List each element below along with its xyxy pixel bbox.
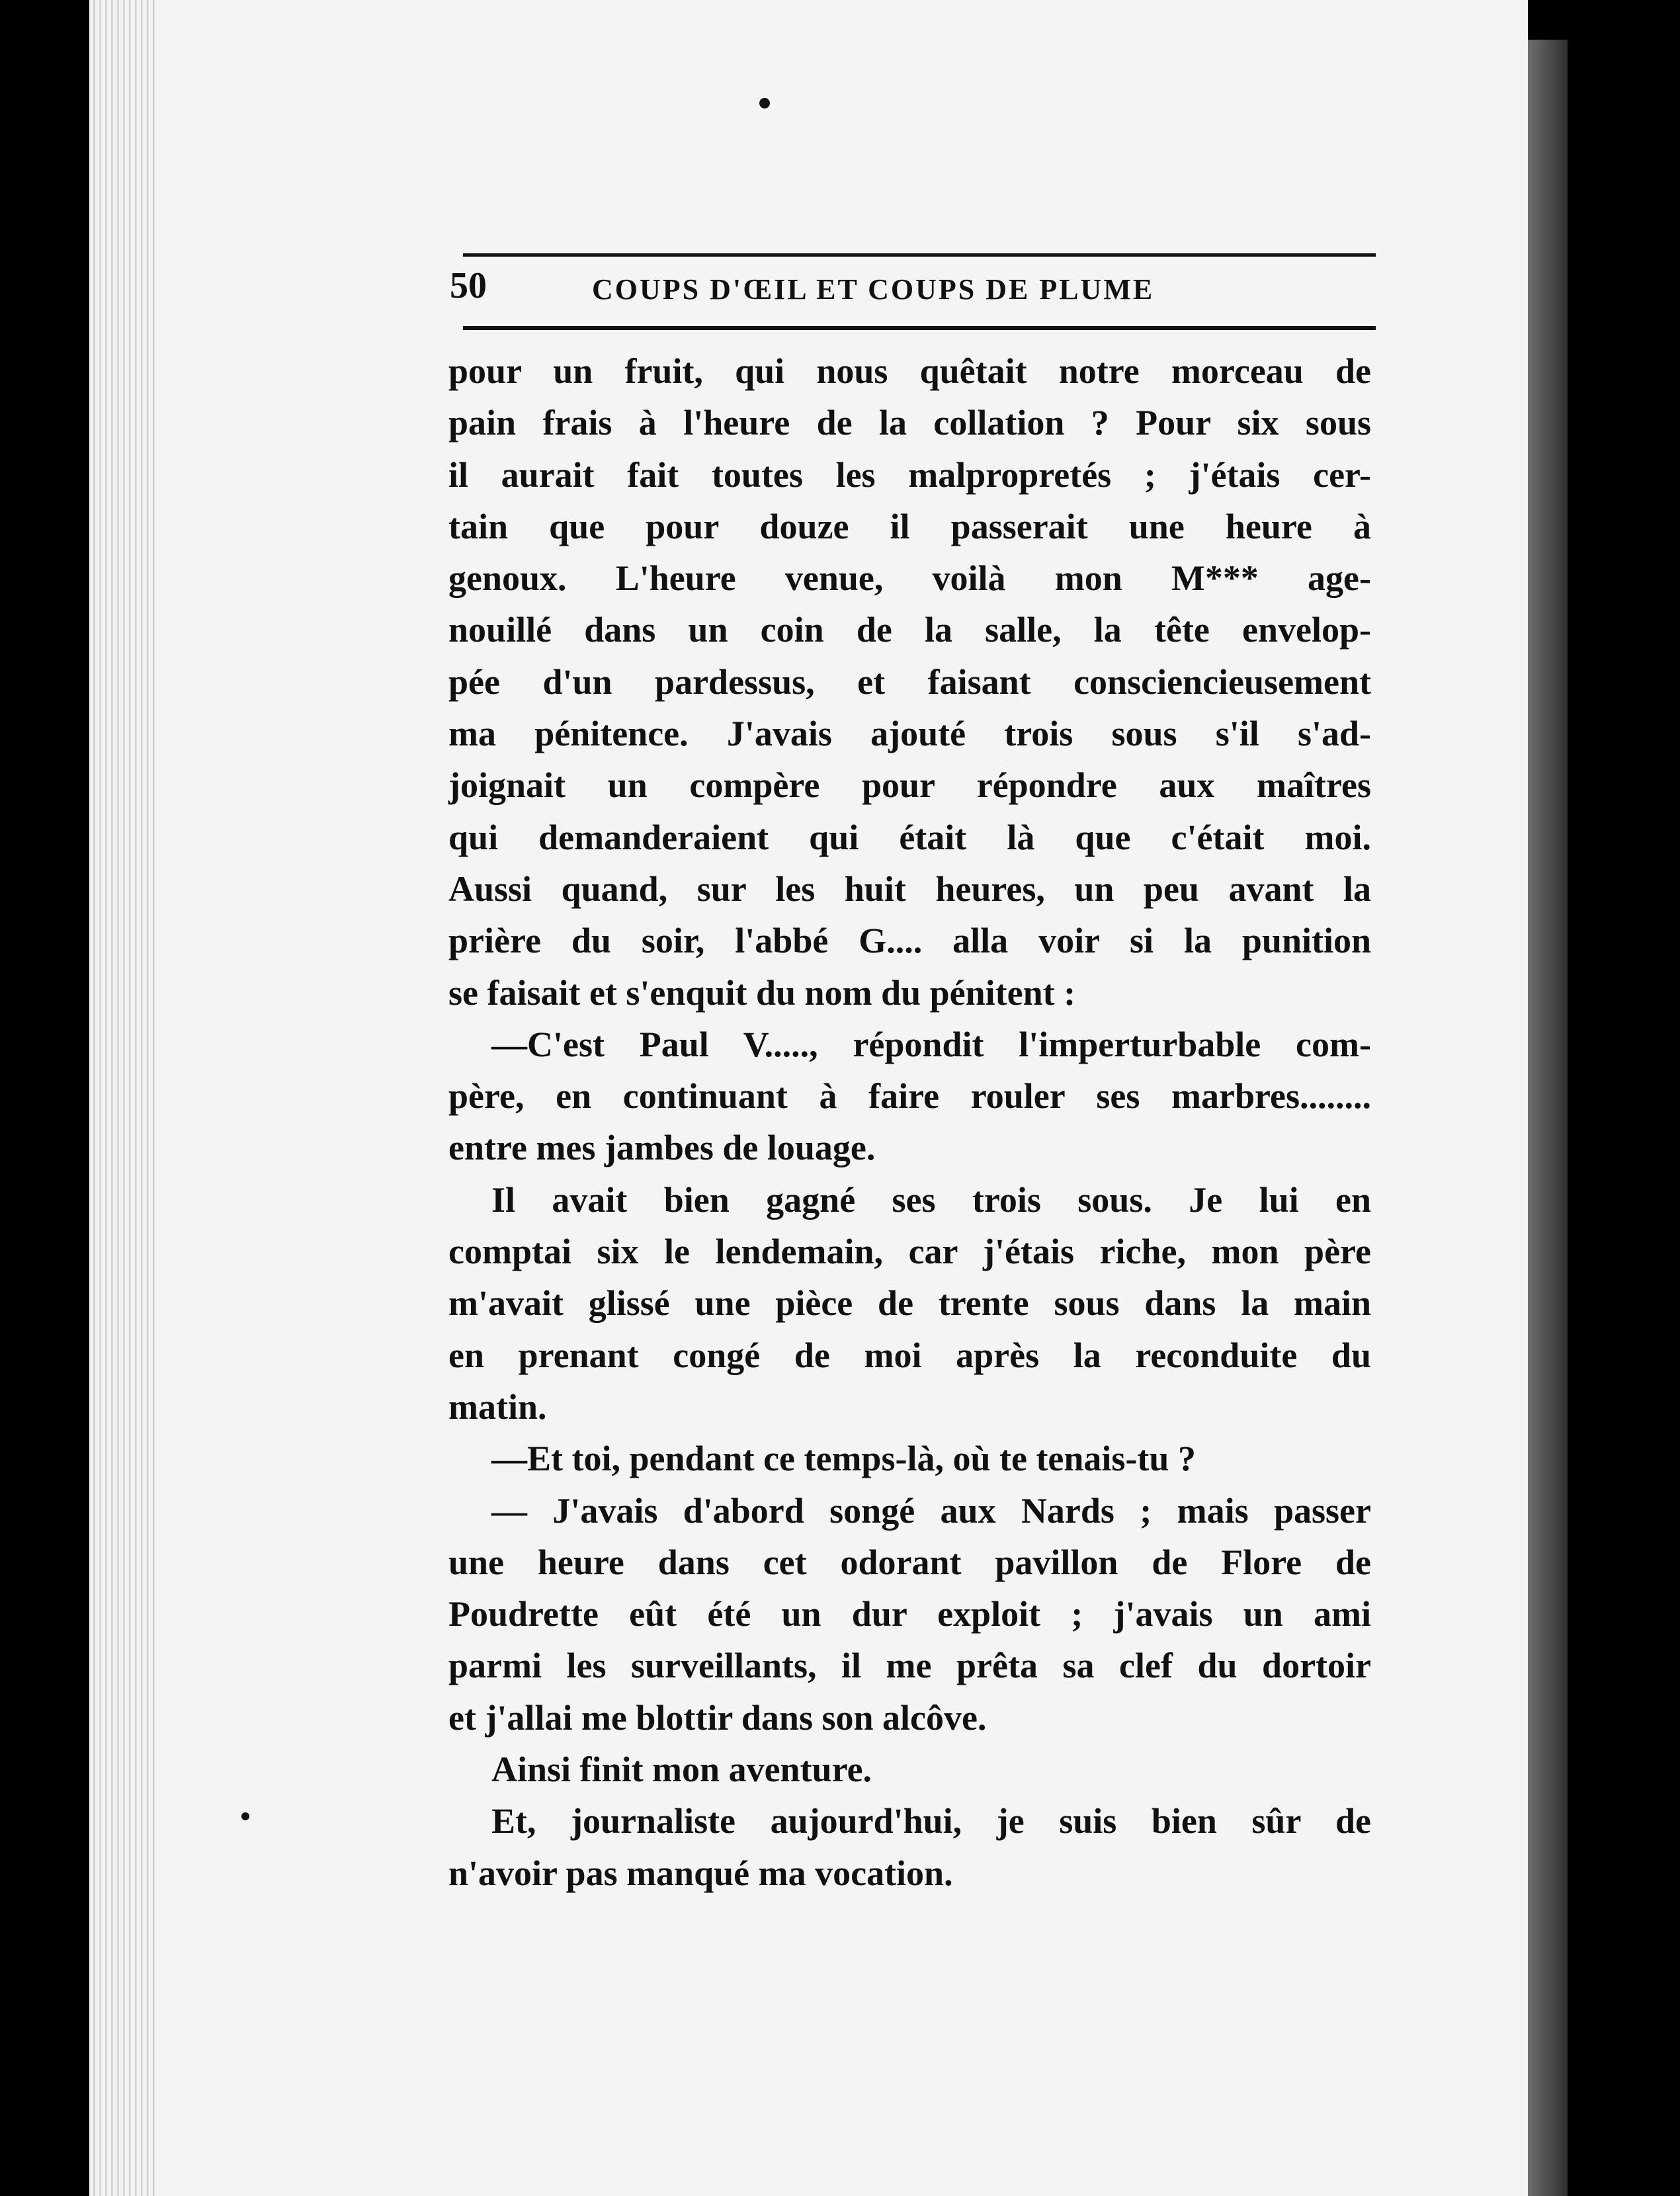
- text-line: Poudrette eût été un dur exploit ; j'avais un ami: [448, 1594, 1371, 1634]
- running-title: COUPS D'ŒIL ET COUPS DE PLUME: [592, 273, 1155, 306]
- text-line: nouillé dans un coin de la salle, la tête envelop-: [448, 610, 1371, 650]
- text-line: père, en continuant à faire rouler ses marbres........: [448, 1076, 1371, 1117]
- page-edges: [89, 0, 162, 2196]
- text-line: pain frais à l'heure de la collation ? Pour six sous: [448, 403, 1371, 443]
- text-line: Aussi quand, sur les huit heures, un peu avant la: [448, 868, 1371, 909]
- ink-speck: [241, 1812, 249, 1820]
- text-line: n'avoir pas manqué ma vocation.: [448, 1853, 953, 1893]
- header-rule-top: [463, 253, 1376, 257]
- text-line: ma pénitence. J'avais ajouté trois sous s'il s'ad-: [448, 714, 1371, 754]
- dialogue-line: —Et toi, pendant ce temps-là, où te tenais-tu ?: [491, 1439, 1196, 1479]
- text-line: prière du soir, l'abbé G.... alla voir si la punition: [448, 921, 1371, 961]
- text-line: en prenant congé de moi après la reconduite du: [448, 1335, 1371, 1375]
- running-header: [450, 265, 1376, 311]
- text-line: entre mes jambes de louage.: [448, 1128, 876, 1168]
- text-line: genoux. L'heure venue, voilà mon M*** age-: [448, 558, 1371, 599]
- text-line: et j'allai me blottir dans son alcôve.: [448, 1697, 987, 1738]
- text-line: se faisait et s'enquit du nom du pénitent :: [448, 972, 1076, 1013]
- header-rule-bottom: [463, 326, 1376, 330]
- text-line: il aurait fait toutes les malpropretés ; j'étais cer-: [448, 454, 1371, 495]
- text-line: pée d'un pardessus, et faisant consciencieusement: [448, 661, 1371, 702]
- text-line: parmi les surveillants, il me prêta sa clef du dortoir: [448, 1646, 1371, 1686]
- paragraph-start-line: Il avait bien gagné ses trois sous. Je lui en: [491, 1179, 1371, 1220]
- text-line: pour un fruit, qui nous quêtait notre morceau de: [448, 351, 1371, 391]
- text-line: tain que pour douze il passerait une heure à: [448, 506, 1371, 546]
- text-line: qui demanderaient qui était là que c'était moi.: [448, 817, 1371, 857]
- text-line: m'avait glissé une pièce de trente sous dans la main: [448, 1283, 1371, 1324]
- dialogue-line: — J'avais d'abord songé aux Nards ; mais passer: [491, 1490, 1371, 1531]
- body-text: [448, 345, 1371, 1899]
- paragraph-start-line: Ainsi finit mon aventure.: [491, 1750, 872, 1790]
- text-line: matin.: [448, 1386, 547, 1427]
- binding-shadow: [1528, 40, 1568, 2196]
- dialogue-line: —C'est Paul V....., répondit l'imperturbable com-: [491, 1024, 1371, 1064]
- text-line: une heure dans cet odorant pavillon de Flore de: [448, 1542, 1371, 1582]
- text-line: comptai six le lendemain, car j'étais riche, mon père: [448, 1232, 1371, 1272]
- page-number: 50: [450, 265, 487, 306]
- ink-speck: [759, 98, 770, 108]
- paragraph-start-line: Et, journaliste aujourd'hui, je suis bien sûr de: [491, 1801, 1371, 1841]
- text-line: joignait un compère pour répondre aux maîtres: [448, 765, 1371, 806]
